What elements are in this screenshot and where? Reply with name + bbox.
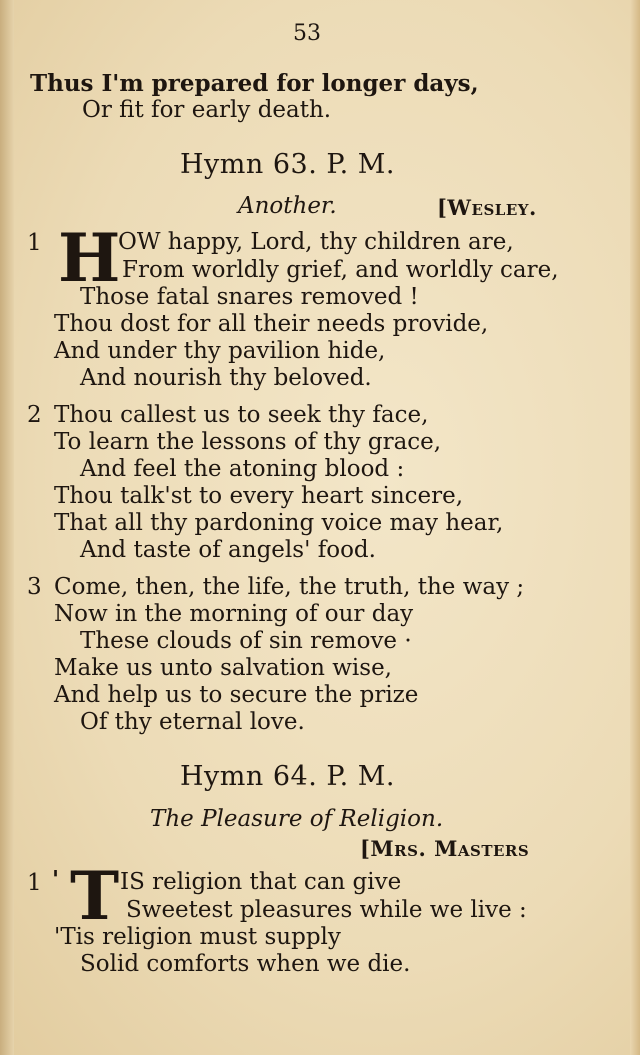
verse-number: 1 [27,230,42,256]
verse-number: 2 [27,402,42,428]
leading-apostrophe: ' [52,866,60,893]
verse-line: Sweetest pleasures while we live : [126,897,527,923]
verse-line: Thou callest us to seek thy face, [54,402,429,428]
page-number: 53 [293,21,321,46]
verse-line: And taste of angels' food. [80,537,376,563]
verse-line: Of thy eternal love. [80,709,305,735]
verse-line: Come, then, the life, the truth, the way ; [54,574,525,600]
verse-line: OW happy, Lord, thy children are, [118,229,514,255]
verse-line: Thou dost for all their needs provide, [54,311,489,337]
verse-line: And nourish thy beloved. [80,365,372,391]
verse-line: And feel the atoning blood : [80,456,405,482]
verse-line: And under thy pavilion hide, [54,338,386,364]
hymn-63-title: Hymn 63. P. M. [180,149,395,180]
hymn-64-subtitle: The Pleasure of Religion. [150,806,444,832]
carryover-line: Thus I'm prepared for longer days, [30,70,479,97]
verse-line: From worldly grief, and worldly care, [122,257,559,283]
verse-line: Solid comforts when we die. [80,951,411,977]
hymn-64-title: Hymn 64. P. M. [180,761,395,792]
hymn-63-author: [Wesley. [437,195,537,220]
verse-line: And help us to secure the prize [54,682,419,708]
verse-line: These clouds of sin remove · [80,628,412,654]
verse-line: 'Tis religion must supply [54,924,341,950]
carryover-line: Or fit for early death. [82,97,332,123]
drop-cap: T [70,857,120,935]
drop-cap: H [58,219,121,297]
verse-line: IS religion that can give [120,869,402,895]
hymn-63-subtitle: Another. [238,193,337,219]
verse-line: To learn the lessons of thy grace, [54,429,442,455]
verse-line: Now in the morning of our day [54,601,414,627]
hymn-64-author: [Mrs. Masters [360,836,530,861]
verse-number: 3 [27,574,42,600]
verse-line: Those fatal snares removed ! [80,284,419,310]
verse-line: Thou talk'st to every heart sincere, [54,483,464,509]
verse-line: Make us unto salvation wise, [54,655,392,681]
verse-line: That all thy pardoning voice may hear, [54,510,504,536]
verse-number: 1 [27,870,42,896]
